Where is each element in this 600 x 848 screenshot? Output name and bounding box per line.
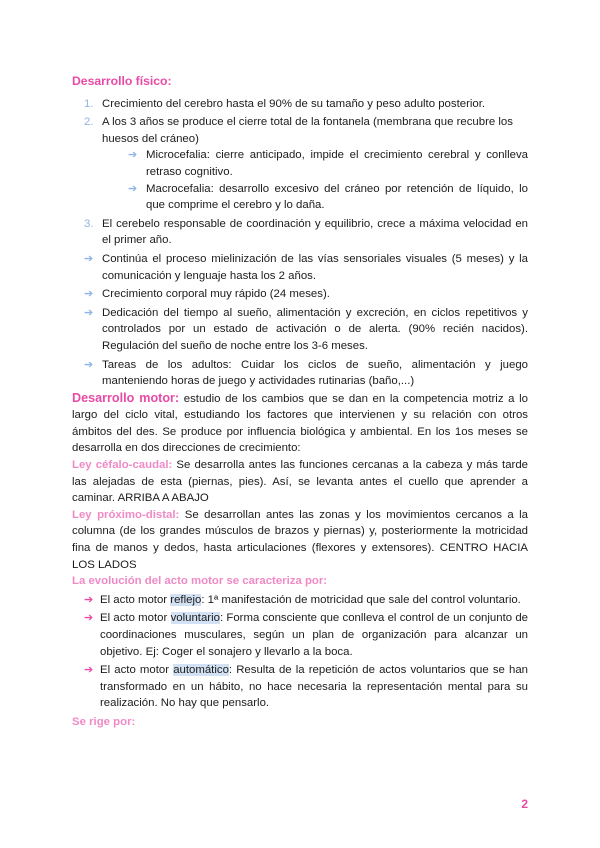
act-item [72,610,528,660]
arrow-list-item [72,305,528,355]
arrow-list-item [72,251,528,284]
sub-list-item-text: Microcefalia: cierre anticipado, impide el crecimiento cerebral y conlleva retraso cognitivo. [146,149,528,178]
section-heading-motor: Desarrollo motor: [72,390,180,405]
list-number: 3. [84,217,94,230]
act-item [72,662,528,712]
arrow-right-icon: ➔ [84,252,94,265]
sub-list-item-text: Macrocefalia: desarrollo excesivo del cráneo por retención de líquido, lo que comprime el cerebro y lo daña. [146,182,528,212]
act-highlight: voluntario [170,612,220,625]
sub-list-item [72,147,528,180]
list-item-text: A los 3 años se produce el cierre total de la fontanela (membrana que recubre los huesos del cráneo) [102,116,513,145]
rige-heading: Se rige por: [72,715,136,728]
ley-proximo-label: Ley próximo-distal: [72,508,180,521]
arrow-right-icon: ➔ [84,664,94,677]
arrow-right-icon: ➔ [84,306,94,319]
act-prefix: El acto motor [100,664,174,677]
act-suffix: : Resulta de la repetición de actos voluntarios que se han transformado en un hábito, no hace necesaria la representación mental para su realización. No hay que pensarlo. [100,664,528,710]
motor-text: estudio de los cambios que se dan en la competencia motriz a lo largo del ciclo vital, estudiando los factores que intervienen y su relación con otros ámbitos del des. Se produce por influencia biológica y ambiental. En los 1os meses se desarrolla en dos direcciones de crecimiento: [72,392,528,455]
act-item-text [100,610,528,660]
arrow-list-item-text: Dedicación del tiempo al sueño, alimentación y excreción, en ciclos repetitivos y controlados por un estado de activación o de alerta. (90% recién nacidos). Regulación del sueño de noche entre los 3-6 meses. [102,306,528,352]
ley-proximo-paragraph [72,507,528,573]
ley-cefalo-label: Ley céfalo-caudal: [72,459,173,472]
arrow-list-item-text: Crecimiento corporal muy rápido (24 meses). [102,288,330,301]
ley-cefalo-paragraph [72,457,528,507]
arrow-list-item-text: Tareas de los adultos: Cuidar los ciclos de sueño, alimentación y juego manteniendo horas de juego y actividades rutinarias (baño,...) [102,358,528,388]
page-content [72,73,528,731]
act-prefix: El acto motor [100,612,171,625]
sub-list-item [72,181,528,214]
acts-list [72,592,528,712]
act-suffix: : Forma consciente que conlleva el control de un conjunto de coordinaciones musculares, según un plan de organización para alcanzar un objetivo. Ej: Coger el sonajero y llevarlo a la boca. [100,612,528,658]
list-item-text: El cerebelo responsable de coordinación y equilibrio, crece a máxima velocidad en el primer año. [102,217,528,247]
list-number: 1. [84,97,94,110]
list-item [72,216,528,249]
arrow-list-item-text: Continúa el proceso mielinización de las vías sensoriales visuales (5 meses) y la comunicación y lenguaje hasta los 2 años. [102,252,528,282]
numbered-list [72,96,528,390]
page-number: 2 [521,797,528,811]
arrow-right-icon: ➔ [84,358,94,371]
evolucion-heading: La evolución del acto motor se caracteriza por: [72,575,328,588]
act-item-text [100,662,528,712]
arrow-right-icon: ➔ [84,288,94,301]
motor-paragraph [72,390,528,457]
section-heading-fisico: Desarrollo físico: [72,74,172,88]
act-item [72,592,528,609]
act-highlight: automático [173,664,229,677]
act-highlight: reflejo [170,593,202,606]
list-number: 2. [84,116,94,129]
act-item-text [100,592,528,609]
ley-cefalo-text: Se desarrolla antes las funciones cercanas a la cabeza y más tarde las alejadas de esta (piernas, pies). Así, se levanta antes el cuello que aprender a caminar. ARRIBA A ABAJO [72,459,528,505]
ley-proximo-text: Se desarrollan antes las zonas y los movimientos cercanos a la columna (de los grandes músculos de brazos y piernas) y, posteriormente la motricidad fina de manos y dedos, hasta articulaciones (flexores y extensores). CENTRO HACIA LOS LADOS [72,508,528,571]
arrow-right-icon: ➔ [128,182,138,195]
list-item [72,114,528,147]
arrow-list-item [72,286,528,303]
list-item-text: Crecimiento del cerebro hasta el 90% de su tamaño y peso adulto posterior. [102,97,486,110]
act-suffix: : 1ª manifestación de motricidad que sale del control voluntario. [201,593,521,606]
arrow-right-icon: ➔ [128,149,138,162]
list-item [72,96,528,113]
act-prefix: El acto motor [100,593,171,606]
arrow-right-icon: ➔ [84,593,94,606]
arrow-list-item [72,357,528,390]
arrow-right-icon: ➔ [84,612,94,625]
